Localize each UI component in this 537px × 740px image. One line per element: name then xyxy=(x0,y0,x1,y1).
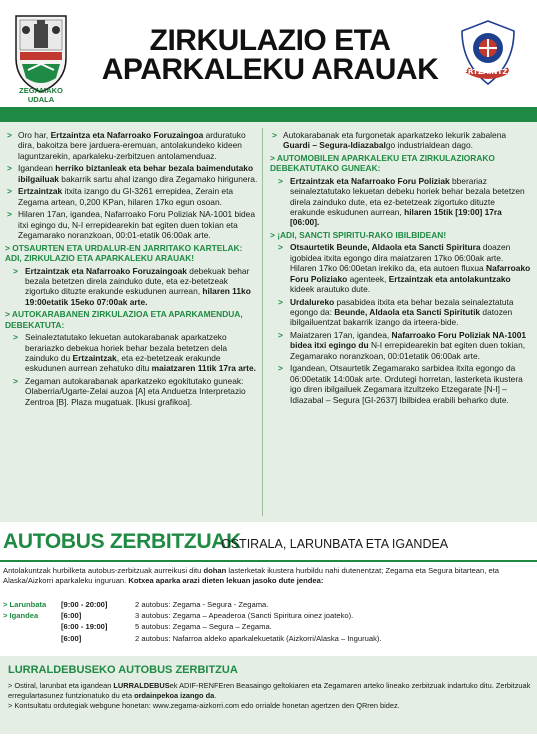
rule-item: > Igandean, Otsaurtetik Zegamarako sarbidea itxita egongo da 06:00etatik 14:00ak arte. Ordutegi horretan, lasterketa ikustera igo diren ibilgailuek Zegamara itzultzeko Etzegarate [N-I] – Idiazabal – Segura [GI-2637] Ibilbidea erabili beharko dute. xyxy=(278,363,523,405)
rule-text: Maiatzaren 17an, igandea, xyxy=(290,330,392,341)
rule-text-bold: Ertzaintzak eta antolakuntzako xyxy=(388,273,511,284)
rule-text-bold: herriko biztanleak eta behar bezala baimendutako ibilgailuak xyxy=(18,163,254,184)
green-band xyxy=(0,107,537,122)
rules-column-left xyxy=(5,130,258,409)
rule-text: debekuak behar bezala betetzen direla zainduko dute, eta ez-betetzeak zigortuko dituzte erakunde eskudunen aurrean, xyxy=(25,265,250,297)
rule-text-bold: Otsaurtetik Beunde, Aldaola eta Sancti Spiritura xyxy=(290,242,481,253)
rule-text-bold: hilaren 11ko 19:00etatik 15eko 07:00ak arte. xyxy=(25,286,251,307)
bus-section-title: AUTOBUS ZERBITZUAK xyxy=(3,530,242,553)
rule-text: N-I errepidearekin bat egiten duen tokian, Zegamarako noranzkoan, 00:01etatik 06:00ak arte. xyxy=(290,340,526,361)
rule-text-bold: Urdalureko xyxy=(290,296,335,307)
bus-intro-bold: Kotxea aparka arazi dieten lekuan jasoko dute jendea: xyxy=(128,575,324,585)
schedule-day: > Larunbata xyxy=(3,600,47,609)
rule-text-bold: Ertzaintzak eta Nafarroako Foruzaingoak xyxy=(25,265,187,276)
rule-text: Seinaleztatutako lekuetan autokarabanak aparkatzeko berariazko debekua horiek behar bezala betetzen dela zainduko du xyxy=(25,332,228,364)
rule-text: bberariaz seinaleztatutako lekuetan debeku horiek behar bezala betetzen direla zainduko dute, eta ez-betetzeak zigortuko dituzte erakunde eskudunen aurrean, xyxy=(290,175,525,218)
rule-item: > Ertzaintzak eta Nafarroako Foru Poliziak bberariaz seinaleztatutako lekuetan debeku horiek behar bezala betetzen direla zainduko dute, eta ez-betetzeak zigortuko dituzte erakunde eskudunen aurrean, hilaren 15tik [19:00] 17ra [06:00]. xyxy=(278,175,525,228)
rule-text-bold: Ertzaintza eta Nafarroako Foruzaingoa xyxy=(50,130,204,140)
rule-item: > Igandean herriko biztanleak eta behar bezala baimendutako ibilgailuak bakarrik sartu ahal izango dira Zegamako hirigunera. xyxy=(7,163,258,184)
rule-text: itxita izango du GI-3261 errepidea, Zerain eta Zegama artean, 0,200 KPan, hilaren 17ko egun osoan. xyxy=(18,186,234,207)
section-heading: > OTSAURTEN ETA URDALUR-EN JARRITAKO KARTELAK: ADI, ZIRKULAZIO ETA APARKALEKU ARAUAK! xyxy=(5,242,243,264)
zegama-coat-of-arms-icon xyxy=(12,12,70,94)
rule-text-bold: Beunde, Aldaola eta Sancti Spiritutik xyxy=(334,307,481,318)
rule-text: bakarrik sartu ahal izango dira Zegamako hirigunera. xyxy=(58,173,258,184)
rule-item: > Zegaman autokarabanak aparkatzeko egokitutako guneak: Olaberria/Ugarte-Zelai auzoa [A] eta Anduetza Interpretazio Zentroa [B]. Plaza mugatuak. [Ikusi grafikoa]. xyxy=(13,376,246,407)
rule-text: arduratuko dira, bakoitza bere jarduera-eremuan, antolakundeko kideen laguntzarekin, aparkaleku-zerbitzuen antolamenduaz. xyxy=(18,130,246,161)
lurraldebus-text-part: > Ostiral, larunbat eta igandean xyxy=(8,681,114,690)
schedule-hours: [6:00] xyxy=(61,633,82,643)
bus-section-subtitle: OSTIRALA, LARUNBATA ETA IGANDEA xyxy=(221,537,449,551)
rule-item: > Maiatzaren 17an, igandea, Nafarroako Foru Poliziak NA-1001 bidea itxi egingo du N-I errepidearekin bat egiten duen tokian, Zegamarako noranzkoan, 00:01etatik 06:00ak arte. xyxy=(278,330,527,361)
rule-item: > Oro har, Ertzaintza eta Nafarroako Foruzaingoa arduratuko dira, bakoitza bere jarduera-eremuan, antolakundeko kideen laguntzarekin, aparkaleku-zerbitzuen antolamenduaz. xyxy=(7,130,246,161)
section-heading: > ¡ADI, SANCTI SPIRITU-RAKO IBILBIDEAN! xyxy=(270,230,447,241)
rule-text-bold: Ertzaintzak eta Nafarroako Foru Poliziak xyxy=(290,175,450,186)
column-divider xyxy=(262,128,263,516)
lurraldebus-text-bold: LURRALDEBUS xyxy=(113,681,170,690)
lurraldebus-line1 xyxy=(8,681,533,701)
schedule-desc: 5 autobus: Zegama – Segura – Zegama. xyxy=(135,622,272,632)
schedule-hours: [9:00 - 20:00] xyxy=(61,600,108,609)
rule-text: go industrialdean dago. xyxy=(385,140,473,151)
bus-intro-text: Antolakuntzak hurbilketa autobus-zerbitzuak aurreikusi ditu xyxy=(3,566,204,575)
rule-text-bold: maiatzaren 11tik 17ra arte. xyxy=(151,363,256,374)
rule-text: agenteek, xyxy=(347,273,389,284)
rule-text: Igandean xyxy=(18,163,56,174)
bus-section-rule xyxy=(0,560,537,562)
zegama-logo-label xyxy=(8,86,74,104)
rule-text: Autokarabanak eta furgonetak aparkatzeko lekurik zabalena xyxy=(283,130,507,140)
rule-text: pasabidea itxita eta behar bezala seinaleztatuta egongo da: xyxy=(290,296,514,318)
schedule-hours: [6:00 - 19:00] xyxy=(61,622,108,632)
rule-item: > Autokarabanak eta furgonetak aparkatzeko lekurik zabalena Guardi – Segura-Idiazabalgo industrialdean dago. xyxy=(272,130,507,151)
schedule-desc: 2 autobus: Zegama - Segura - Zegama. xyxy=(135,600,269,609)
rule-text: Oro har, xyxy=(18,130,51,140)
rule-text: , eta ez-betetzeak erakunde eskudunen aurrean zehatuko ditu xyxy=(25,353,221,374)
lurraldebus-title: LURRALDEBUSEKO AUTOBUS ZERBITZUA xyxy=(8,664,238,676)
lurraldebus-text-part: ek ADIF-RENFEren Beasaingo geltokiaren eta Zegamaren arteko lineako zerbitzuak indartuko ditu. Zerbitzuak erregulartasunez funtzionatuko du eta xyxy=(8,681,531,701)
rules-column-right xyxy=(270,130,532,407)
rule-text: doazen igobidea itxita egongo dira maiatzaren 17ko 06:00ak arte. Hilaren 17ko 06:00etan irekiko da, eta autoen fluxua xyxy=(290,242,511,274)
rule-text-bold: Ertzaintzak xyxy=(72,353,117,364)
rule-text: Zegaman autokarabanak aparkatzeko egokitutako guneak: Olaberria/Ugarte-Zelai auzoa [A] eta Anduetza Interpretazio Zentroa [B]. Plaza mugatuak. [Ikusi grafikoa]. xyxy=(25,376,246,407)
rule-item: > Ertzaintzak eta Nafarroako Foruzaingoak debekuak behar bezala betetzen direla zainduko dute, eta ez-betetzeak zigortuko dituzte erakunde eskudunen aurrean, hilaren 11ko 19:00etatik 15eko 07:00ak arte. xyxy=(13,265,251,307)
title-line1: ZIRKULAZIO ETA xyxy=(149,24,391,57)
rule-item: > Seinaleztatutako lekuetan autokarabanak aparkatzeko berariazko debekua horiek behar bezala betetzen dela zainduko du Ertzaintzak, eta ez-betetzeak erakunde eskudunen aurrean zehatuko ditu maiatzaren 11tik 17ra arte. xyxy=(13,332,256,374)
bus-intro-bold: dohan xyxy=(203,566,227,575)
rule-text: Hilaren 17an, igandea, Nafarroako Foru Polizia xyxy=(18,209,193,220)
lurraldebus-text xyxy=(8,681,533,712)
ertzaintza-logo-icon xyxy=(455,18,521,90)
lurraldebus-text-part: . xyxy=(214,691,217,701)
rule-text-bold: Ertzaintzak xyxy=(18,186,63,197)
page-title xyxy=(100,26,440,84)
rule-text-bold: hilaren 15tik [19:00] 17ra [06:00]. xyxy=(290,207,502,228)
ertzaintza-logo-label: ERTZAINTZA xyxy=(462,67,514,76)
rule-text-bold: Nafarroako Foru Poliziako xyxy=(290,263,531,284)
rule-item: > Otsaurtetik Beunde, Aldaola eta Sancti Spiritura doazen igobidea itxita egongo dira maiatzaren 17ko 06:00ak arte. Hilaren 17ko 06:00etan irekiko da, eta autoen fluxua Nafarroako Foru Poliziako agenteek, Ertzaintzak eta antolakuntzako kideek arautuko dute. xyxy=(278,242,531,295)
zegama-logo-line1: ZEGAMAKO xyxy=(19,86,63,95)
header xyxy=(0,0,537,120)
bus-intro xyxy=(3,566,533,585)
bus-intro-text: lasterketak ikustera hurbildu nahi dutenentzat; Zegama eta Segura bitartean, eta Alaska/Aizkorri aparkaleku inguruan. xyxy=(3,566,499,585)
lurraldebus-text-bold: ordainpekoa izango da xyxy=(134,691,215,701)
section-heading: > AUTOMOBILEN APARKALEKU ETA ZIRKULAZIORAKO DEBEKATUTAKO GUNEAK: xyxy=(270,153,495,174)
rule-item: > Ertzaintzak itxita izango du GI-3261 errepidea, Zerain eta Zegama artean, 0,200 KPan, hilaren 17ko egun osoan. xyxy=(7,186,234,207)
rule-text-bold: Nafarroako Foru Poliziak NA-1001 bidea itxi egingo du xyxy=(290,330,527,351)
schedule-day: > Igandea xyxy=(3,611,39,621)
section-heading: > AUTOKARABANEN ZIRKULAZIOA ETA APARKAMENDUA, DEBEKATUTA: xyxy=(5,309,243,330)
rule-item: > Hilaren 17an, igandea, Nafarroako Foru Poliziak NA-1001 bidea itxi egingo du, N-I errepidearekin bat egiten duen tokian eta Zegamarako noranzkoan, 00:01-etatik 06:00ak arte. xyxy=(7,209,255,241)
schedule-desc: 3 autobus: Zegama – Apeaderoa (Sancti Spiritura oinez joateko). xyxy=(135,611,354,621)
rule-text: Igandean, Otsaurtetik Zegamarako sarbidea itxita egongo da 06:00etatik 14:00ak arte. Ordutegi horretan, lasterketa ikustera igo diren ibilgailuek Zegamara itzultzeko Etzegarate [N-I] – Idiazabal – Segura [GI-2637] Ibilbidea erabili beharko dute. xyxy=(290,363,523,405)
rule-text: datozen ibilgailuentzat bakarrik izango da irteera-bide. xyxy=(290,307,513,328)
schedule-desc: 2 autobus: Nafarroa aldeko aparkalekuetatik (Aizkorri/Alaska – Inguruak). xyxy=(135,633,382,643)
rule-text-bold: Guardi – Segura-Idiazabal xyxy=(283,140,386,151)
rule-item: > Urdalureko pasabidea itxita eta behar bezala seinaleztatuta egongo da: Beunde, Aldaola eta Sancti Spiritutik datozen ibilgailuentzat bakarrik izango da irteera-bide. xyxy=(278,296,514,328)
rule-text: kideek arautuko dute. xyxy=(290,284,371,295)
schedule-hours: [6:00] xyxy=(61,611,82,621)
title-line2: APARKALEKU ARAUAK xyxy=(101,53,439,86)
zegama-logo-line2: UDALA xyxy=(27,95,55,104)
lurraldebus-line2: > Kontsultatu ordutegiak webgune honetan: www.zegama-aizkorri.com edo orrialde honetan agertzen den QRren bidez. xyxy=(8,701,400,711)
rule-text: k NA-1001 bidea itxi egingo du, N-I errepidearekin bat egiten duen tokian eta Zegamarako noranzkoan, 00:01-etatik 06:00ak arte. xyxy=(18,209,255,241)
